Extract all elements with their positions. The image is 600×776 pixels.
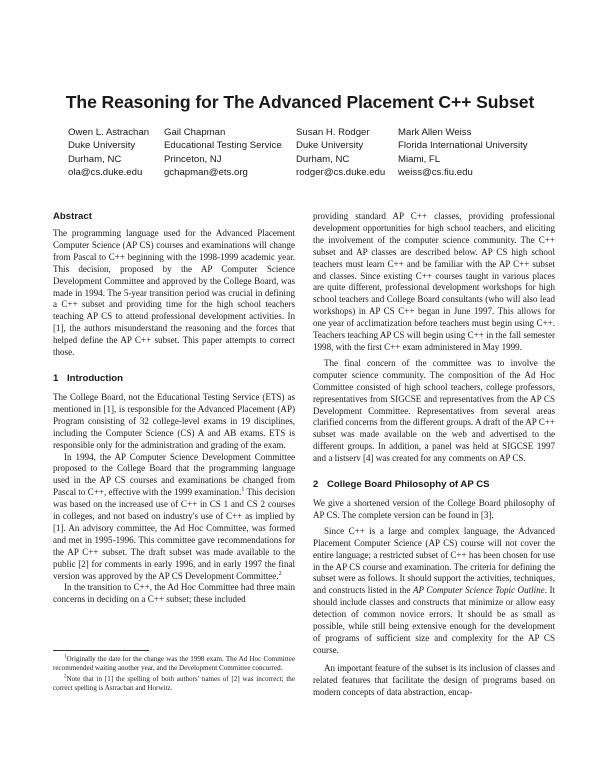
author-block-1: [68, 126, 149, 179]
section-title: College Board Philosophy of AP CS: [327, 479, 490, 491]
intro-paragraph-3: In the transition to C++, the Ad Hoc Committee had three main concerns in deciding on a C++ subset; these included: [53, 582, 295, 605]
author-email: rodger@cs.duke.edu: [296, 166, 386, 178]
author-location: Durham, NC: [68, 153, 122, 165]
philosophy-paragraph-2-part-a: Since C++ is a large and complex language, the Advanced Placement Computer Science (AP CS) course will not cover the entire language; a restricted subset of C++ has been chosen for use in the AP CS course and examination. The criteria for defining the subset were as follows. It should support the activities, techniques, and constructs listed in the: [313, 525, 555, 596]
author-email: gchapman@ets.org: [164, 166, 248, 178]
author-location: Miami, FL: [398, 153, 441, 165]
footnotes: [53, 655, 295, 694]
philosophy-paragraph-3: An important feature of the subset is its inclusion of classes and related features that facilitate the design of programs based on modern concepts of data abstraction, encap-: [313, 662, 555, 697]
section-number: 2: [313, 479, 319, 491]
footnote-1: [53, 655, 295, 674]
footnote-mark: 2: [64, 674, 67, 680]
author-location: Princeton, NJ: [164, 153, 222, 165]
author-name: Owen L. Astrachan: [68, 127, 150, 138]
author-block-4: [398, 126, 528, 179]
intro-paragraph-2: [53, 452, 295, 583]
philosophy-paragraph-1: We give a shortened version of the College Board philosophy of AP CS. The complete version can be found in [3].: [313, 498, 555, 520]
author-block-3: [296, 126, 385, 179]
intro-paragraph-1: The College Board, not the Educational Testing Service (ETS) as mentioned in [1], is responsible for the Advanced Placement (AP) Program consisting of 32 college-level exams in 19 disciplines, including the Computer Science (CS) A and AB exams. ETS is responsible only for the administration and grading of the exam.: [53, 391, 295, 450]
intro-paragraph-2-part-b: This decision was based on the increased use of C++ in CS 1 and CS 2 courses in colleges, and not based on industry's use of C++ as implied by [1]. An advisory committee, the Ad Hoc Committee, was formed and met in 1995-1996. This committee gave recommendations for the AP C++ subset. The draft subset was made available to the public [2] for comments in early 1996, and in early 1997 the final version was approved by the AP CS Development Committee.: [53, 487, 296, 581]
left-column: [53, 211, 295, 606]
abstract-heading: Abstract: [53, 211, 92, 222]
author-email: weiss@cs.fiu.edu: [398, 166, 473, 178]
right-column: [313, 211, 555, 699]
section-heading-introduction: [53, 373, 295, 385]
intro-paragraph-2-part-a: In 1994, the AP Computer Science Development Committee proposed to the College Board that the programming language used in the AP CS courses and examinations be changed from Pascal to C++, effective with the 1999 examination.: [53, 451, 295, 498]
author-email: ola@cs.duke.edu: [68, 166, 143, 178]
author-affiliation: Duke University: [68, 140, 136, 152]
author-affiliation: Florida International University: [398, 140, 528, 152]
topic-outline-title: AP Computer Science Topic Outline: [413, 585, 545, 596]
author-name: Susan H. Rodger: [296, 127, 370, 138]
author-affiliation: Educational Testing Service: [164, 140, 282, 152]
author-location: Durham, NC: [296, 153, 350, 165]
section-number: 1: [53, 372, 59, 384]
section-title: Introduction: [67, 372, 123, 384]
footnote-mark: 1: [64, 654, 67, 660]
abstract-text: The programming language used for the Advanced Placement Computer Science (AP CS) courses and examinations will change from Pascal to C++ beginning with the 1998-1999 academic year. This decision, proposed by the AP Computer Science Development Committee and approved by the College Board, was made in 1994. The 5-year transition period was crucial in defining a C++ subset and providing time for the high school teachers teaching AP CS to attend professional development activities. In [1], the authors misunderstand the reasoning and the forces that helped define the AP C++ subset. This paper attempts to correct those.: [53, 228, 295, 358]
author-name: Gail Chapman: [164, 127, 226, 138]
footnote-rule: [53, 650, 149, 651]
footnote-2: [53, 675, 295, 694]
right-paragraph-1: providing standard AP C++ classes, providing professional development opportunities for high school teachers, and eliciting the involvement of the computer science community. The C++ subset and AP classes are described below. AP CS high school teachers must learn C++ and be familiar with the AP C++ subset and classes. Since existing C++ courses taught in various places are quite different, professional development workshops for high school teachers and College Board consultants (who will also lead workshops) in AP CS C++ began in June 1997. This allows for one year of acclimatization before teachers must begin using C++. Teachers teaching AP CS will begin using C++ in the fall semester 1998, with the first C++ exam administered in May 1999.: [313, 211, 555, 352]
footnote-ref-2: 2: [278, 570, 282, 577]
footnote-text: Note that in [1] the spelling of both authors' names of [2] was incorrect; the correct spelling is Astrachan and Horwitz.: [53, 674, 295, 692]
author-block-2: [164, 126, 282, 179]
section-heading-philosophy: [313, 479, 555, 491]
author-name: Mark Allen Weiss: [398, 127, 472, 138]
author-affiliation: Duke University: [296, 140, 364, 152]
footnote-ref-1: 1: [241, 487, 245, 494]
philosophy-paragraph-2-part-b: . It should include classes and constructs that minimize or allow easy detection of common novice errors. It should be as small as possible, while still being extensive enough for the development of programs of sufficient size and complexity for the AP CS course.: [313, 585, 555, 655]
philosophy-paragraph-2: [313, 526, 555, 657]
right-paragraph-2: The final concern of the committee was to involve the computer science community. The composition of the Ad Hoc Committee consisted of high school teachers, college professors, representatives from SIGCSE and representatives from the AP CS Development Committee. Representatives from several areas clarified concerns from the different groups. A draft of the AP C++ subset was made available on the web and advertised to the different groups. In addition, a panel was held at SIGCSE 1997 and a listserv [4] was created for any comments on AP CS.: [313, 357, 555, 464]
paper-title: The Reasoning for The Advanced Placement C++ Subset: [65, 92, 535, 112]
footnote-text: Originally the date for the change was the 1998 exam. The Ad Hoc Committee recommended waiting another year, and the Development Committee concurred.: [53, 655, 295, 673]
